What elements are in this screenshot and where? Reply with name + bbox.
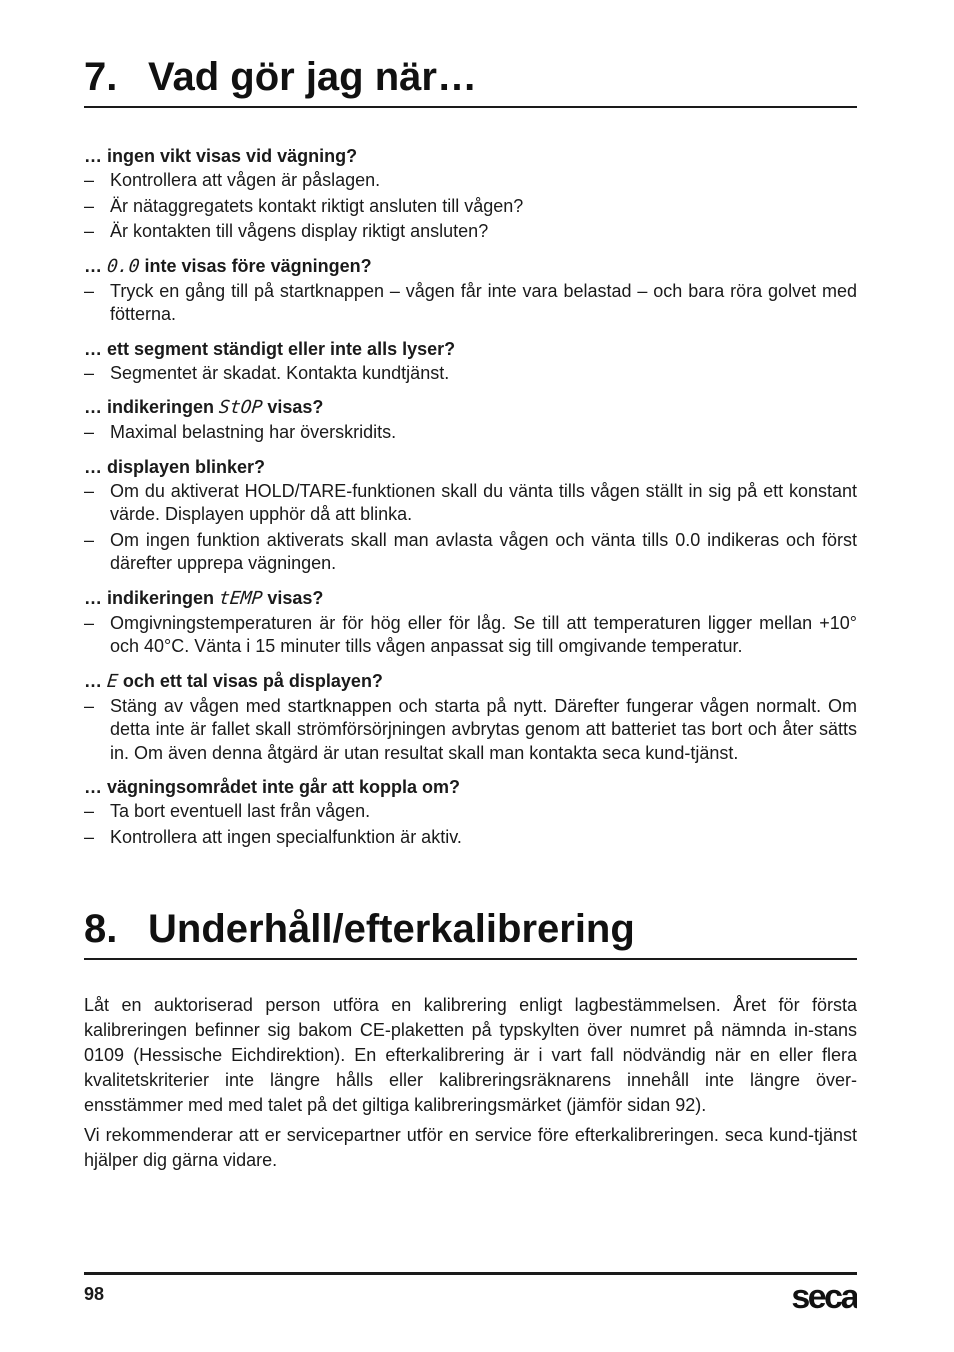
footer-rule: [84, 1272, 857, 1275]
question: [84, 244, 857, 278]
troubleshooting-list: [84, 145, 857, 849]
seca-logo-text: seca: [791, 1278, 857, 1316]
answer-list: [84, 480, 857, 576]
question-text: och ett tal visas på displayen?: [122, 670, 383, 691]
answer-item: – Kontrollera att vågen är påslagen.: [84, 169, 857, 193]
answer-item: – Om du aktiverat HOLD/TARE-funktionen skall du vänta tills vågen ställt in sig på ett konstant värde. Displayen upphör då att blinka.: [84, 480, 857, 527]
display-readout: E: [105, 670, 119, 692]
question: [84, 145, 857, 167]
answer-item: – Segmentet är skadat. Kontakta kundtjänst.: [84, 362, 857, 386]
question-text: … displayen blinker?: [84, 456, 266, 477]
answer-item: – Är nätaggregatets kontakt riktigt ansluten till vågen?: [84, 195, 857, 219]
answer-item: – Är kontakten till vågens display riktigt ansluten?: [84, 220, 857, 244]
question-text: … ett segment ständigt eller inte alls lyser?: [84, 338, 456, 359]
question-text: … vägningsområdet inte går att koppla om?: [84, 777, 461, 797]
answer-list: [84, 421, 857, 445]
question: [84, 445, 857, 478]
answer-item: – Omgivningstemperaturen är för hög eller för låg. Se till att temperaturen ligger mellan +10° och 40°C. Vänta i 15 minuter tills vågen anpassat sig till omgivande temperatur.: [84, 612, 857, 659]
question: [84, 576, 857, 610]
answer-list: [84, 800, 857, 849]
page-number: 98: [84, 1284, 105, 1304]
section-8-heading: [84, 906, 857, 960]
section-7-title: Vad gör jag när…: [148, 55, 477, 99]
question-text: …: [84, 255, 102, 276]
paragraph: Låt en auktoriserad person utföra en kalibrering enligt lagbestämmelsen. Året för första kalibreringen befinner sig bakom CE-plaketten på typskylten över numret på nämnda in-stans 0109 (Hessische Eichdirektion). En efterkalibrering är i vart fall nödvändig när en eller flera kvalitetskriterier inte längre hålls eller kalibreringsräknarens innehåll inte längre över-ensstämmer med med talet på det giltiga kalibreringsmärket (jämför sidan 92).: [84, 995, 857, 1115]
answer-list: [84, 695, 857, 766]
question-text: visas?: [267, 587, 324, 608]
question-text: …: [84, 670, 102, 691]
question-text: … ingen vikt visas vid vägning?: [84, 146, 358, 166]
display-readout: tEMP: [217, 587, 264, 609]
seca-logo: [781, 1272, 857, 1316]
display-readout: 0.0: [105, 255, 141, 277]
section-7-heading: [84, 54, 857, 108]
question: [84, 327, 857, 360]
question: [84, 659, 857, 693]
section-7-number: 7.: [84, 55, 118, 99]
question-text: … indikeringen: [84, 587, 215, 608]
question: [84, 385, 857, 419]
answer-list: [84, 169, 857, 244]
display-readout: StOP: [217, 397, 264, 418]
answer-item: – Maximal belastning har överskridits.: [84, 421, 857, 445]
answer-item: – Ta bort eventuell last från vågen.: [84, 800, 857, 824]
answer-list: [84, 280, 857, 327]
answer-item: – Kontrollera att ingen specialfunktion är aktiv.: [84, 826, 857, 850]
question-text: … indikeringen: [84, 397, 215, 417]
answer-list: [84, 362, 857, 386]
question-text: visas?: [267, 397, 324, 417]
section-8-number: 8.: [84, 907, 118, 951]
question: [84, 765, 857, 798]
section-8-title: Underhåll/efterkalibrering: [148, 907, 635, 951]
answer-item: – Om ingen funktion aktiverats skall man avlasta vågen och vänta tills 0.0 indikeras och först därefter upprepa vägningen.: [84, 529, 857, 576]
section-8-body: [84, 993, 857, 1178]
paragraph: Vi rekommenderar att er servicepartner utför en service före efterkalibreringen. seca kund-tjänst hjälper dig gärna vidare.: [84, 1125, 857, 1170]
answer-item: – Stäng av vågen med startknappen och starta på nytt. Därefter fungerar vågen normalt. Om detta inte är fallet skall strömförsörjningen avbrytas genom att batteriet tas bort och åter sätts in. Om även denna åtgärd är utan resultat skall man kontakta seca kund-tjänst.: [84, 695, 857, 766]
answer-list: [84, 612, 857, 659]
question-text: inte visas före vägningen?: [144, 255, 372, 276]
answer-item: – Tryck en gång till på startknappen – vågen får inte vara belastad – och bara röra golvet med fötterna.: [84, 280, 857, 327]
